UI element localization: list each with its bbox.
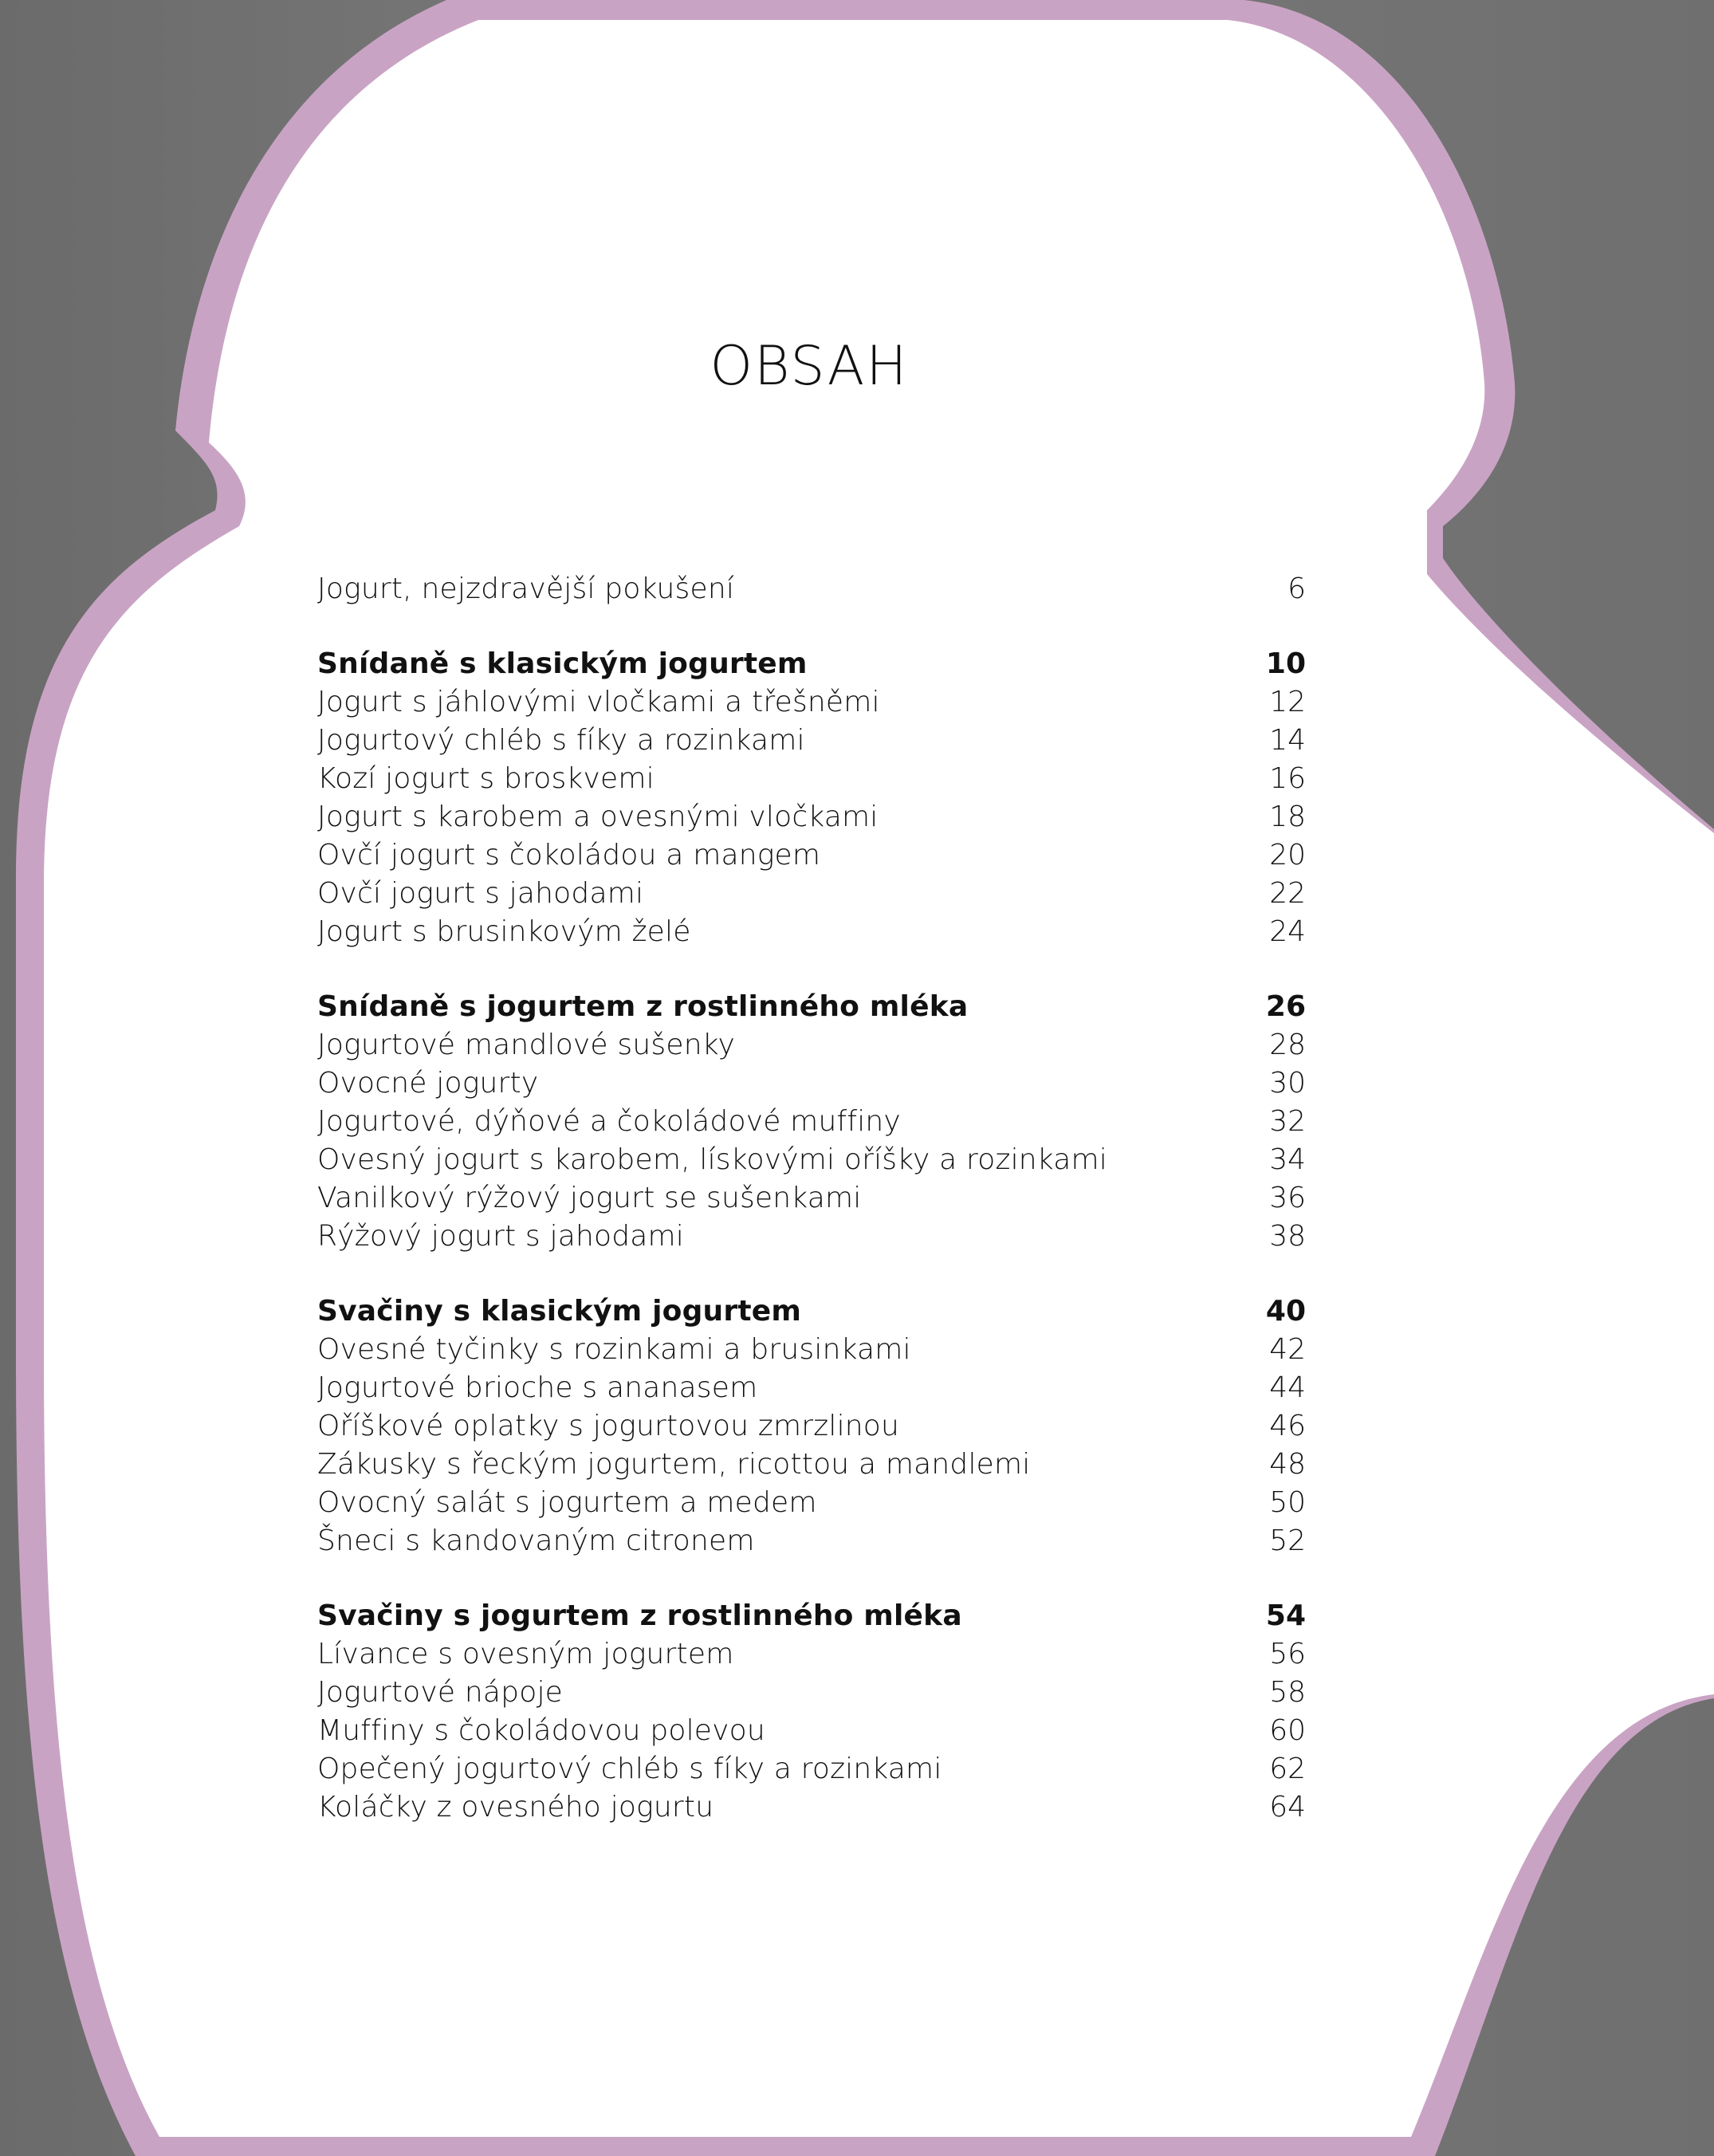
toc-entry <box>317 1179 1306 1218</box>
toc-entry-label: Ovocné jogurty <box>317 1067 539 1100</box>
toc-entry <box>317 1369 1306 1407</box>
toc-entry-label: Ovčí jogurt s čokoládou a mangem <box>317 839 821 871</box>
toc-entry-page: 52 <box>1269 1525 1306 1557</box>
toc-entry-label: Ovesný jogurt s karobem, lískovými oříšky a rozinkami <box>317 1143 1107 1176</box>
toc-entry-label: Muffiny s čokoládovou polevou <box>317 1714 765 1747</box>
toc-entry-label: Jogurtové brioche s ananasem <box>317 1371 758 1404</box>
toc-entry-page: 60 <box>1269 1714 1306 1747</box>
toc-entry <box>317 1484 1306 1522</box>
section-heading-label: Snídaně s klasickým jogurtem <box>317 647 808 680</box>
toc-entry-label: Vanilkový rýžový jogurt se sušenkami <box>317 1182 862 1214</box>
toc-entry-page: 48 <box>1269 1448 1306 1481</box>
toc-entry <box>317 1635 1306 1674</box>
toc-entry-page: 50 <box>1269 1486 1306 1519</box>
toc-section-heading <box>317 1292 1306 1331</box>
toc-entry <box>317 1522 1306 1560</box>
section-heading-page: 26 <box>1265 990 1306 1023</box>
toc-entry <box>317 722 1306 760</box>
toc-entry <box>317 1712 1306 1750</box>
toc-entry-page: 16 <box>1269 762 1306 795</box>
toc-entry <box>317 798 1306 836</box>
toc-entry <box>317 875 1306 913</box>
toc-entry-page: 6 <box>1287 572 1306 605</box>
table-of-contents <box>317 570 1306 1827</box>
toc-entry-page: 64 <box>1269 1791 1306 1824</box>
toc-entry-page: 30 <box>1269 1067 1306 1100</box>
toc-entry-label: Kozí jogurt s broskvemi <box>317 762 655 795</box>
toc-entry-page: 58 <box>1269 1676 1306 1709</box>
section-heading-label: Snídaně s jogurtem z rostlinného mléka <box>317 990 969 1023</box>
toc-section-heading <box>317 988 1306 1026</box>
toc-entry <box>317 913 1306 951</box>
toc-entry-label: Jogurtové mandlové sušenky <box>317 1029 735 1061</box>
toc-entry <box>317 1064 1306 1103</box>
toc-entry-page: 34 <box>1269 1143 1306 1176</box>
section-heading-label: Svačiny s klasickým jogurtem <box>317 1295 802 1328</box>
toc-entry-label: Rýžový jogurt s jahodami <box>317 1220 684 1253</box>
toc-entry-page: 42 <box>1269 1333 1306 1366</box>
toc-entry-page: 38 <box>1269 1220 1306 1253</box>
toc-entry-page: 22 <box>1269 877 1306 910</box>
toc-entry-label: Jogurt, nejzdravější pokušení <box>317 572 735 605</box>
toc-entry <box>317 1331 1306 1369</box>
toc-entry-label: Koláčky z ovesného jogurtu <box>317 1791 714 1824</box>
toc-entry-label: Jogurt s brusinkovým želé <box>317 915 691 948</box>
toc-entry-page: 24 <box>1269 915 1306 948</box>
section-heading-label: Svačiny s jogurtem z rostlinného mléka <box>317 1599 962 1632</box>
toc-entry-page: 56 <box>1269 1638 1306 1670</box>
toc-entry <box>317 1218 1306 1256</box>
toc-entry <box>317 1750 1306 1788</box>
toc-entry <box>317 1407 1306 1446</box>
toc-entry-label: Zákusky s řeckým jogurtem, ricottou a mandlemi <box>317 1448 1031 1481</box>
toc-entry <box>317 1446 1306 1484</box>
toc-entry-page: 62 <box>1269 1753 1306 1785</box>
toc-entry-page: 12 <box>1269 686 1306 718</box>
toc-entry-page: 46 <box>1269 1410 1306 1442</box>
toc-entry-page: 44 <box>1269 1371 1306 1404</box>
toc-entry-label: Jogurtové, dýňové a čokoládové muffiny <box>317 1105 901 1138</box>
toc-entry-page: 32 <box>1269 1105 1306 1138</box>
toc-entry-label: Ovocný salát s jogurtem a medem <box>317 1486 817 1519</box>
toc-entry-label: Oříškové oplatky s jogurtovou zmrzlinou <box>317 1410 900 1442</box>
toc-entry <box>317 683 1306 722</box>
toc-entry-page: 36 <box>1269 1182 1306 1214</box>
toc-entry-page: 28 <box>1269 1029 1306 1061</box>
toc-entry <box>317 836 1306 875</box>
toc-entry-label: Jogurtový chléb s fíky a rozinkami <box>317 724 805 757</box>
section-heading-page: 10 <box>1265 647 1306 680</box>
toc-entry-label: Šneci s kandovaným citronem <box>317 1525 755 1557</box>
toc-entry-label: Jogurtové nápoje <box>317 1676 564 1709</box>
toc-entry-label: Ovčí jogurt s jahodami <box>317 877 644 910</box>
toc-entry <box>317 1026 1306 1064</box>
toc-entry <box>317 1788 1306 1827</box>
toc-entry-page: 18 <box>1269 801 1306 833</box>
toc-entry-label: Opečený jogurtový chléb s fíky a rozinkami <box>317 1753 942 1785</box>
toc-entry-page: 14 <box>1269 724 1306 757</box>
toc-section-heading <box>317 645 1306 683</box>
toc-entry-page: 20 <box>1269 839 1306 871</box>
toc-entry <box>317 1103 1306 1141</box>
toc-entry <box>317 760 1306 798</box>
toc-entry-label: Jogurt s jáhlovými vločkami a třešněmi <box>317 686 880 718</box>
toc-intro-row <box>317 570 1306 608</box>
section-heading-page: 40 <box>1265 1295 1306 1328</box>
toc-entry <box>317 1141 1306 1179</box>
toc-entry <box>317 1674 1306 1712</box>
section-heading-page: 54 <box>1265 1599 1306 1632</box>
toc-entry-label: Ovesné tyčinky s rozinkami a brusinkami <box>317 1333 911 1366</box>
page-title: OBSAH <box>710 335 909 398</box>
toc-entry-label: Lívance s ovesným jogurtem <box>317 1638 734 1670</box>
toc-entry-label: Jogurt s karobem a ovesnými vločkami <box>317 801 879 833</box>
toc-section-heading <box>317 1597 1306 1635</box>
